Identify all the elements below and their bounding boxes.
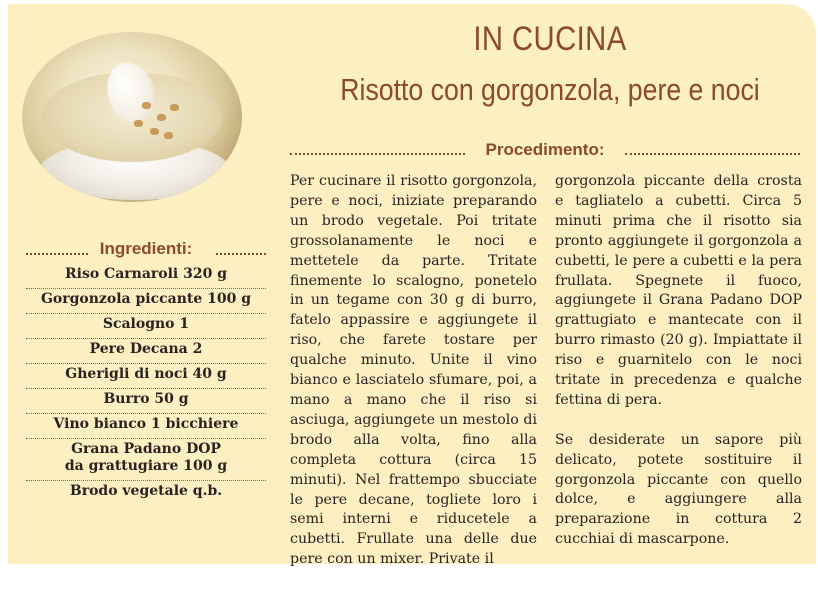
ingredient-item: Riso Carnaroli 320 g xyxy=(26,264,266,289)
dotted-rule xyxy=(290,153,465,155)
ingredient-item: Pere Decana 2 xyxy=(26,339,266,364)
walnut xyxy=(157,114,166,121)
ingredient-item: Gherigli di noci 40 g xyxy=(26,364,266,389)
procedure-paragraph: Per cucinare il risotto gorgonzola, pere e noci, iniziate preparando un brodo vegetale. Poi tritate grossolanamente le noci e mettetele da parte. Tritate finemente lo scalogno, ponetelo in un tegame con 30 g di burro, fatelo appassire e aggiungete il riso, che farete tostare per qualche minuto. Unite il vino bianco e lasciatelo sfumare, poi, a mano a mano che il riso si asciuga, aggiungete un mestolo di brodo alla volta, fino alla completa cottura (circa 15 minuti). Nel frattempo sbucciate le pere decane, togliete loro i semi interni e riducetele a cubetti. Frullate una delle due pere con un mixer. Private il xyxy=(290,173,537,568)
walnut xyxy=(150,128,159,135)
ingredient-item: Grana Padano DOP da grattugiare 100 g xyxy=(26,439,266,481)
dotted-rule xyxy=(216,253,266,255)
ingredient-item: Vino bianco 1 bicchiere xyxy=(26,414,266,439)
ingredient-item: Scalogno 1 xyxy=(26,314,266,339)
procedure-column-2 xyxy=(555,172,802,570)
walnut xyxy=(170,104,179,111)
ingredients-list xyxy=(26,264,266,505)
walnut xyxy=(142,102,151,109)
ingredient-item: Gorgonzola piccante 100 g xyxy=(26,289,266,314)
dotted-rule xyxy=(26,253,88,255)
page-title: IN CUCINA xyxy=(473,20,627,58)
ingredients-label: Ingredienti: xyxy=(99,239,193,258)
risotto-dish-icon xyxy=(22,32,242,202)
procedure-column-1 xyxy=(290,172,537,590)
ingredient-item: Burro 50 g xyxy=(26,389,266,414)
dotted-rule xyxy=(625,153,800,155)
walnut xyxy=(134,120,143,127)
ingredients-heading xyxy=(26,239,266,261)
procedure-heading xyxy=(290,140,800,162)
procedure-paragraph: Se desiderate un sapore più delicato, potete sostituire il gorgonzola piccante con quello dolce, e aggiungere alla preparazione in cottura 2 cucchiai di mascarpone. xyxy=(555,431,802,548)
recipe-title: Risotto con gorgonzola, pere e noci xyxy=(340,72,760,107)
procedure-paragraph: gorgonzola piccante della crosta e tagliatelo a cubetti. Circa 5 minuti prima che il risotto sia pronto aggiungete il gorgonzola a cubetti, le pere a cubetti e la pera frullata. Spegnete il fuoco, aggiungete il Grana Padano DOP grattugiato e mantecate con il burro rimasto (20 g). Impiattate il riso e guarnitelo con le noci tritate in precedenza e qualche fettina di pera. xyxy=(555,173,802,408)
procedure-label: Procedimento: xyxy=(485,140,605,159)
ingredient-item: Brodo vegetale q.b. xyxy=(69,483,223,499)
walnut xyxy=(164,132,173,139)
